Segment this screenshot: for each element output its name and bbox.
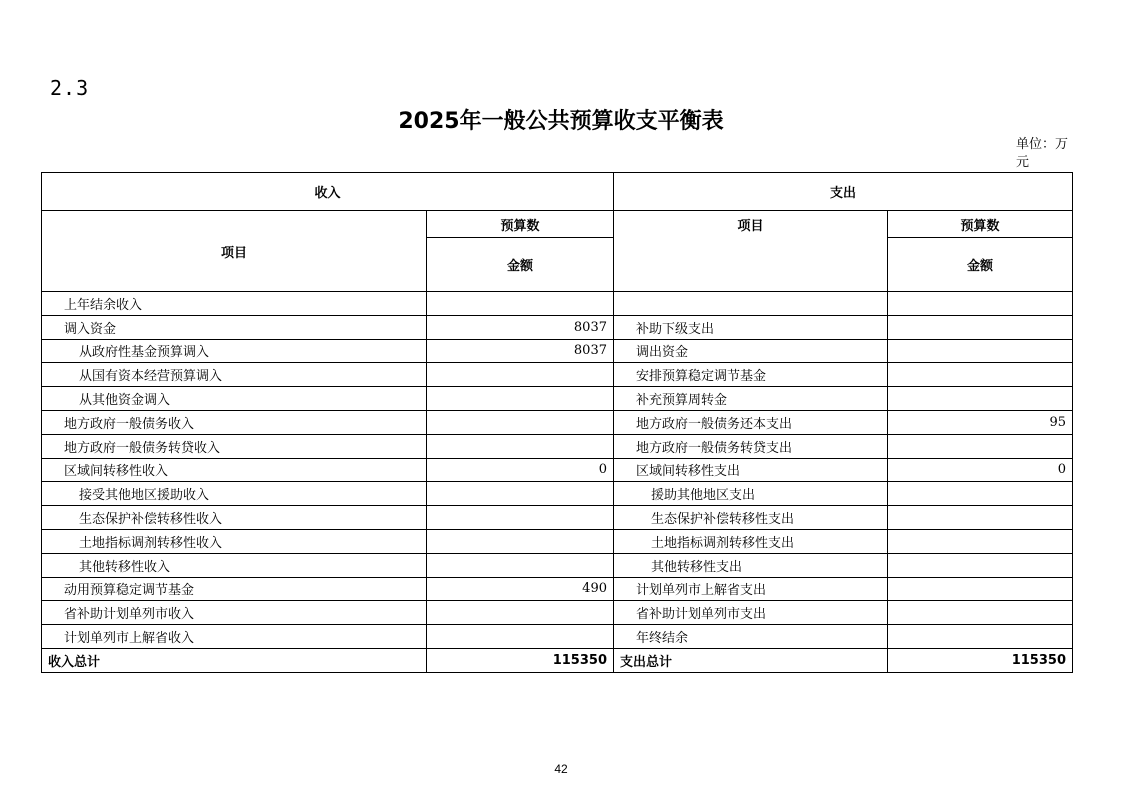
- expense-header: 支出: [614, 173, 1073, 211]
- page-title: 2025年一般公共预算收支平衡表: [398, 109, 724, 134]
- expense-item: [614, 292, 888, 316]
- expense-amount: [888, 339, 1073, 363]
- expense-amount: [888, 625, 1073, 649]
- page-number: 42: [554, 762, 568, 776]
- income-item: 上年结余收入: [42, 292, 427, 316]
- expense-budget-header: 预算数: [888, 211, 1073, 238]
- expense-total-label: 支出总计: [614, 648, 888, 672]
- income-item: 土地指标调剂转移性收入: [42, 529, 427, 553]
- table-row: [42, 529, 1073, 553]
- expense-item: 调出资金: [614, 339, 888, 363]
- table-row: [42, 292, 1073, 316]
- table-row: [42, 482, 1073, 506]
- income-amount: 8037: [427, 315, 614, 339]
- expense-item: 地方政府一般债务还本支出: [614, 410, 888, 434]
- total-row: [42, 648, 1073, 672]
- income-item: 地方政府一般债务收入: [42, 410, 427, 434]
- section-number: 2.3: [50, 76, 90, 100]
- expense-item: 土地指标调剂转移性支出: [614, 529, 888, 553]
- income-amount: [427, 363, 614, 387]
- expense-item: 安排预算稳定调节基金: [614, 363, 888, 387]
- expense-total-amount: 115350: [888, 648, 1073, 672]
- income-total-amount: 115350: [427, 648, 614, 672]
- expense-amount: 95: [888, 410, 1073, 434]
- expense-amount: [888, 315, 1073, 339]
- table-row: [42, 506, 1073, 530]
- income-item: 其他转移性收入: [42, 553, 427, 577]
- income-amount-header: 金额: [427, 238, 614, 292]
- expense-item-header: 项目: [614, 211, 888, 292]
- table-row: [42, 577, 1073, 601]
- expense-amount: [888, 553, 1073, 577]
- income-amount: [427, 601, 614, 625]
- income-item: 从国有资本经营预算调入: [42, 363, 427, 387]
- budget-balance-table: [41, 172, 1073, 673]
- table-row: [42, 458, 1073, 482]
- expense-item: 地方政府一般债务转贷支出: [614, 434, 888, 458]
- income-amount: [427, 410, 614, 434]
- income-item: 接受其他地区援助收入: [42, 482, 427, 506]
- income-item: 区域间转移性收入: [42, 458, 427, 482]
- income-item: 从其他资金调入: [42, 387, 427, 411]
- income-amount: [427, 506, 614, 530]
- expense-item: 其他转移性支出: [614, 553, 888, 577]
- table-row: [42, 434, 1073, 458]
- expense-item: 区域间转移性支出: [614, 458, 888, 482]
- income-amount: [427, 292, 614, 316]
- expense-item: 省补助计划单列市支出: [614, 601, 888, 625]
- table-row: [42, 363, 1073, 387]
- expense-amount: [888, 601, 1073, 625]
- income-item-header: 项目: [42, 211, 427, 292]
- income-amount: 0: [427, 458, 614, 482]
- income-item: 生态保护补偿转移性收入: [42, 506, 427, 530]
- income-amount: [427, 529, 614, 553]
- income-item: 动用预算稳定调节基金: [42, 577, 427, 601]
- table-row: [42, 387, 1073, 411]
- income-amount: [427, 434, 614, 458]
- income-amount: 490: [427, 577, 614, 601]
- income-item: 调入资金: [42, 315, 427, 339]
- expense-amount: [888, 292, 1073, 316]
- expense-amount: [888, 434, 1073, 458]
- income-item: 省补助计划单列市收入: [42, 601, 427, 625]
- income-amount: [427, 625, 614, 649]
- expense-amount: [888, 482, 1073, 506]
- income-amount: 8037: [427, 339, 614, 363]
- expense-item: 补充预算周转金: [614, 387, 888, 411]
- expense-amount-header: 金额: [888, 238, 1073, 292]
- income-item: 计划单列市上解省收入: [42, 625, 427, 649]
- table-row: [42, 553, 1073, 577]
- expense-item: 计划单列市上解省支出: [614, 577, 888, 601]
- expense-amount: [888, 577, 1073, 601]
- expense-amount: [888, 529, 1073, 553]
- income-item: 地方政府一般债务转贷收入: [42, 434, 427, 458]
- expense-item: 年终结余: [614, 625, 888, 649]
- expense-item: 补助下级支出: [614, 315, 888, 339]
- income-amount: [427, 553, 614, 577]
- income-total-label: 收入总计: [42, 648, 427, 672]
- expense-amount: [888, 363, 1073, 387]
- expense-amount: [888, 387, 1073, 411]
- expense-amount: 0: [888, 458, 1073, 482]
- expense-item: 援助其他地区支出: [614, 482, 888, 506]
- unit-label: 单位：万元: [1016, 137, 1069, 170]
- table-row: [42, 315, 1073, 339]
- table-row: [42, 339, 1073, 363]
- income-amount: [427, 387, 614, 411]
- income-budget-header: 预算数: [427, 211, 614, 238]
- table-row: [42, 410, 1073, 434]
- table-row: [42, 625, 1073, 649]
- income-item: 从政府性基金预算调入: [42, 339, 427, 363]
- expense-amount: [888, 506, 1073, 530]
- income-amount: [427, 482, 614, 506]
- income-header: 收入: [42, 173, 614, 211]
- expense-item: 生态保护补偿转移性支出: [614, 506, 888, 530]
- table-row: [42, 601, 1073, 625]
